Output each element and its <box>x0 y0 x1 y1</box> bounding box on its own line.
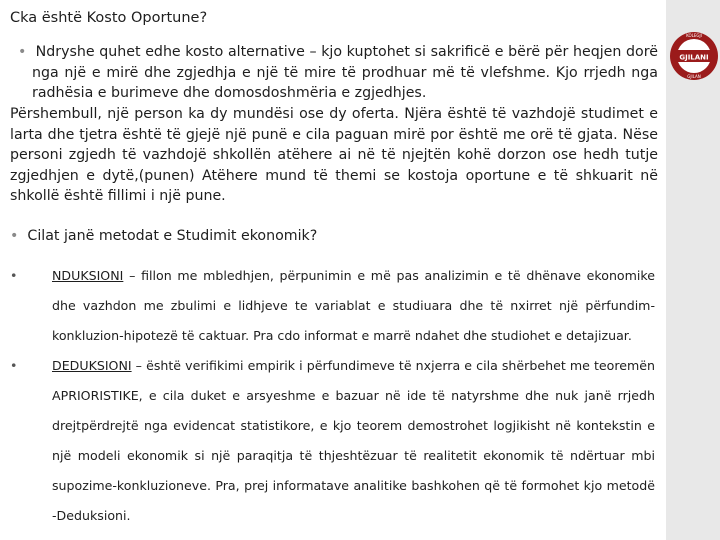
svg-text:GJILAN: GJILAN <box>687 74 701 79</box>
deduction-text: – është verifikimi empirik i përfundimeve të nxjerra e cila shërbehet me teoremën APRIORISTIKE, e cila duket e arsyeshme e bazuar në ide të natyrshme dhe nuk janë rrjedh drejtpërdrejtë nga evidencat statistikore, e kjo teorem demostrohet logjikisht në kontekstin e një modeli ekonomik si një paraqitja të thjeshtëzuar të realitetit ekonomik të ndërtuar mbi supozime-konkluzioneve. Pra, prej informatave analitike bashkohen që të formohet kjo metodë -Deduksioni. <box>52 358 655 523</box>
paragraph-opportunity-cost <box>10 42 658 104</box>
induction-body <box>52 261 655 351</box>
slide-title: Cka është Kosto Oportune? <box>10 10 208 26</box>
question-text: Cilat janë metodat e Studimit ekonomik? <box>27 228 318 244</box>
deduction-body <box>52 351 655 531</box>
induction-text: – fillon me mbledhjen, përpunimin e më pas analizimin e të dhënave ekonomike dhe vazhdon me zbulimi e lidhjeve te variablat e studiuara dhe të nxirret një përfundim-konkluzion-hipotezë të caktuar. Pra cdo informat e marrë ndahet dhe studiohet e detajizuar. <box>52 268 655 343</box>
svg-text:GJILANI: GJILANI <box>679 53 709 62</box>
definition-text: Ndryshe quhet edhe kosto alternative – kjo kuptohet si sakrificë e bërë për heqjen dorë nga një e mirë dhe zgjedhja e një të mire të prodhuar më të vlefshme. Kjo rrjedh nga radhësia e burimeve dhe domosdoshmëria e zgjedhjes. <box>32 44 658 101</box>
bullet: • <box>18 44 27 60</box>
question-line: • Cilat janë metodat e Studimit ekonomik? <box>10 228 318 244</box>
svg-text:KOLEGJI: KOLEGJI <box>686 33 702 38</box>
college-logo <box>668 4 720 108</box>
induction-term: NDUKSIONI <box>52 268 124 283</box>
bullet: • <box>10 268 18 283</box>
bullet: • <box>10 358 18 373</box>
deduction-term: DEDUKSIONI <box>52 358 132 373</box>
example-paragraph: Përshembull, një person ka dy mundësi ose dy oferta. Njëra është të vazhdojë studimet e larta dhe tjetra është të gjejë një punë e cila paguan mirë por është me orë të gjata. Nëse personi zgjedh të vazhdojë shkollën atëhere ai në të njejtën kohë dorzon ose hedh tutje zgjedhjen e dytë,(punen) Atëhere mund të themi se kostoja oportune e të shkuarit në shkollë është fillimi i një pune. <box>10 106 658 204</box>
